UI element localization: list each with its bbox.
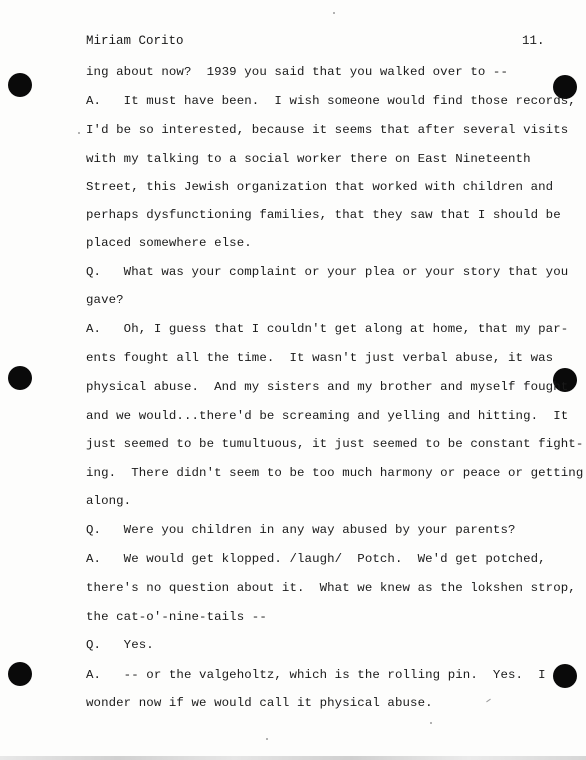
- transcript-line: A. We would get klopped. /laugh/ Potch. We'd get potched,: [86, 552, 546, 566]
- transcript-line: ents fought all the time. It wasn't just verbal abuse, it was: [86, 351, 554, 365]
- transcript-line: along.: [86, 494, 132, 508]
- binder-hole-right-bottom: [553, 664, 577, 688]
- binder-hole-left-top: [8, 73, 32, 97]
- transcript-line: the cat-o'-nine-tails --: [86, 610, 267, 624]
- transcript-line: ing. There didn't seem to be too much harmony or peace or getting: [86, 466, 584, 480]
- binder-hole-left-middle: [8, 366, 32, 390]
- scan-speck: [333, 12, 335, 14]
- header-name: Miriam Corito: [86, 34, 184, 48]
- transcript-line: Q. Yes.: [86, 638, 154, 652]
- scan-edge: [0, 756, 586, 760]
- transcript-line: Q. What was your complaint or your plea or your story that you: [86, 265, 569, 279]
- scan-speck: [430, 722, 432, 724]
- transcript-line: gave?: [86, 293, 124, 307]
- transcript-line: Street, this Jewish organization that worked with children and: [86, 180, 554, 194]
- transcript-line: I'd be so interested, because it seems that after several visits: [86, 123, 569, 137]
- transcript-line: there's no question about it. What we knew as the lokshen strop,: [86, 581, 576, 595]
- page-number: 11.: [522, 34, 545, 48]
- transcript-line: ing about now? 1939 you said that you walked over to --: [86, 65, 508, 79]
- scan-speck: [266, 738, 268, 740]
- binder-hole-left-bottom: [8, 662, 32, 686]
- transcript-line: perhaps dysfunctioning families, that they saw that I should be: [86, 208, 561, 222]
- transcript-line: A. It must have been. I wish someone would find those records,: [86, 94, 576, 108]
- transcript-line: A. Oh, I guess that I couldn't get along at home, that my par-: [86, 322, 569, 336]
- transcript-line: placed somewhere else.: [86, 236, 252, 250]
- transcript-line: physical abuse. And my sisters and my brother and myself fought: [86, 380, 569, 394]
- transcript-line: with my talking to a social worker there on East Nineteenth: [86, 152, 531, 166]
- transcript-line: A. -- or the valgeholtz, which is the rolling pin. Yes. I: [86, 668, 546, 682]
- transcript-line: wonder now if we would call it physical abuse.: [86, 696, 433, 710]
- transcript-line: and we would...there'd be screaming and yelling and hitting. It: [86, 409, 569, 423]
- scan-speck: [78, 132, 80, 134]
- scan-speck: [486, 699, 491, 703]
- transcript-line: just seemed to be tumultuous, it just seemed to be constant fight-: [86, 437, 584, 451]
- transcript-line: Q. Were you children in any way abused by your parents?: [86, 523, 516, 537]
